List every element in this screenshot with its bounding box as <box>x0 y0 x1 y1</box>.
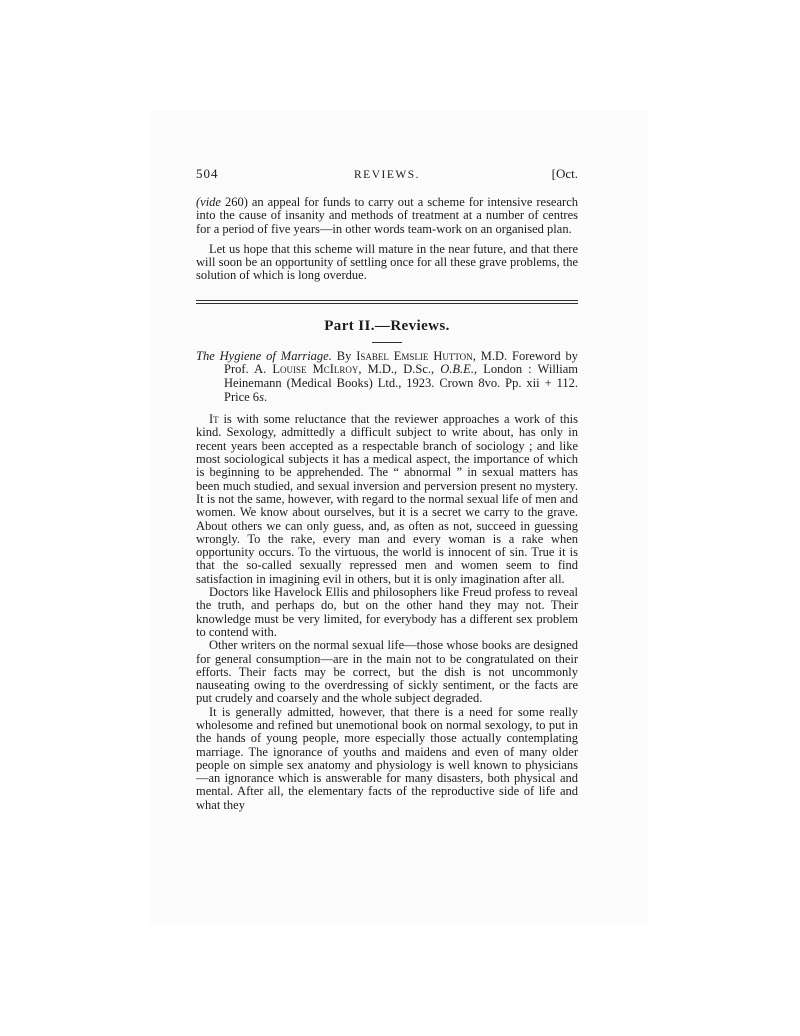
review-paragraph: It is generally admitted, however, that there is a need for some really wholesome and refined but unemotional book on normal sexology, to put in the hands of young people, more especially those actually contemplating marriage. The ignorance of youths and maidens and even of many older people on simple sex anatomy and physiology is well known to physicians—an ignorance which is answerable for many disasters, both physical and mental. After all, the elementary facts of the reproductive side of life and what they <box>196 704 578 812</box>
running-title: REVIEWS. <box>354 169 420 181</box>
continuation-paragraph: (vide 260) an appeal for funds to carry out a scheme for intensive research into the cause of insanity and methods of treatment at a number of centres for a period of five years—in other words team-work on an organised plan. <box>196 195 578 236</box>
book-citation: The Hygiene of Marriage. By Isabel Emslie Hutton, M.D. Foreword by Prof. A. Louise McIlroy, M.D., D.Sc., O.B.E., London : William Heinemann (Medical Books) Ltd., 1923. Crown 8vo. Pp. xii + 112. Price 6s. <box>196 348 579 404</box>
page-content <box>196 196 578 812</box>
page-header <box>196 166 578 182</box>
review-paragraph: It is with some reluctance that the reviewer approaches a work of this kind. Sexology, admittedly a difficult subject to write about, has only in recent years been accepted as a respectable branch of sociology ; and like most sociological subjects it has a medical aspect, the importance of which is beginning to be apprehended. The “ abnormal ” in sexual matters has been much studied, and sexual inversion and perversion present no mystery. It is not the same, however, with regard to the normal sexual life of men and women. We know about ourselves, but it is a secret we carry to the grave. About others we can only guess, and, as often as not, succeed in guessing wrongly. To the rake, every man and every woman is a rake when opportunity occurs. To the virtuous, the world is innocent of sin. True it is that the so-called sexually repressed men and women seem to find satisfaction in imagining evil in others, but it is only imagination after all. <box>196 412 578 586</box>
review-paragraph: Doctors like Havelock Ellis and philosophers like Freud profess to reveal the truth, and perhaps do, but on the other hand they may not. Their knowledge must be very limited, for everybody has a different sex problem to contend with. <box>196 585 578 639</box>
journal-page <box>150 110 648 924</box>
heading-rule <box>372 342 402 343</box>
issue-date: [Oct. <box>551 166 578 181</box>
paragraph: Let us hope that this scheme will mature in the near future, and that there will soon be an opportunity of settling once for all these grave problems, the solution of which is long overdue. <box>196 241 578 283</box>
page-number: 504 <box>196 166 219 181</box>
section-heading: Part II.—Reviews. <box>324 317 450 334</box>
review-paragraph: Other writers on the normal sexual life—those whose books are designed for general consumption—are in the main not to be congratulated on their efforts. Their facts may be correct, but the dish is not uncommonly nauseating owing to the overdressing of sickly sentiment, or the facts are put crudely and coarsely and the whole subject degraded. <box>196 638 578 706</box>
section-divider <box>196 300 578 304</box>
